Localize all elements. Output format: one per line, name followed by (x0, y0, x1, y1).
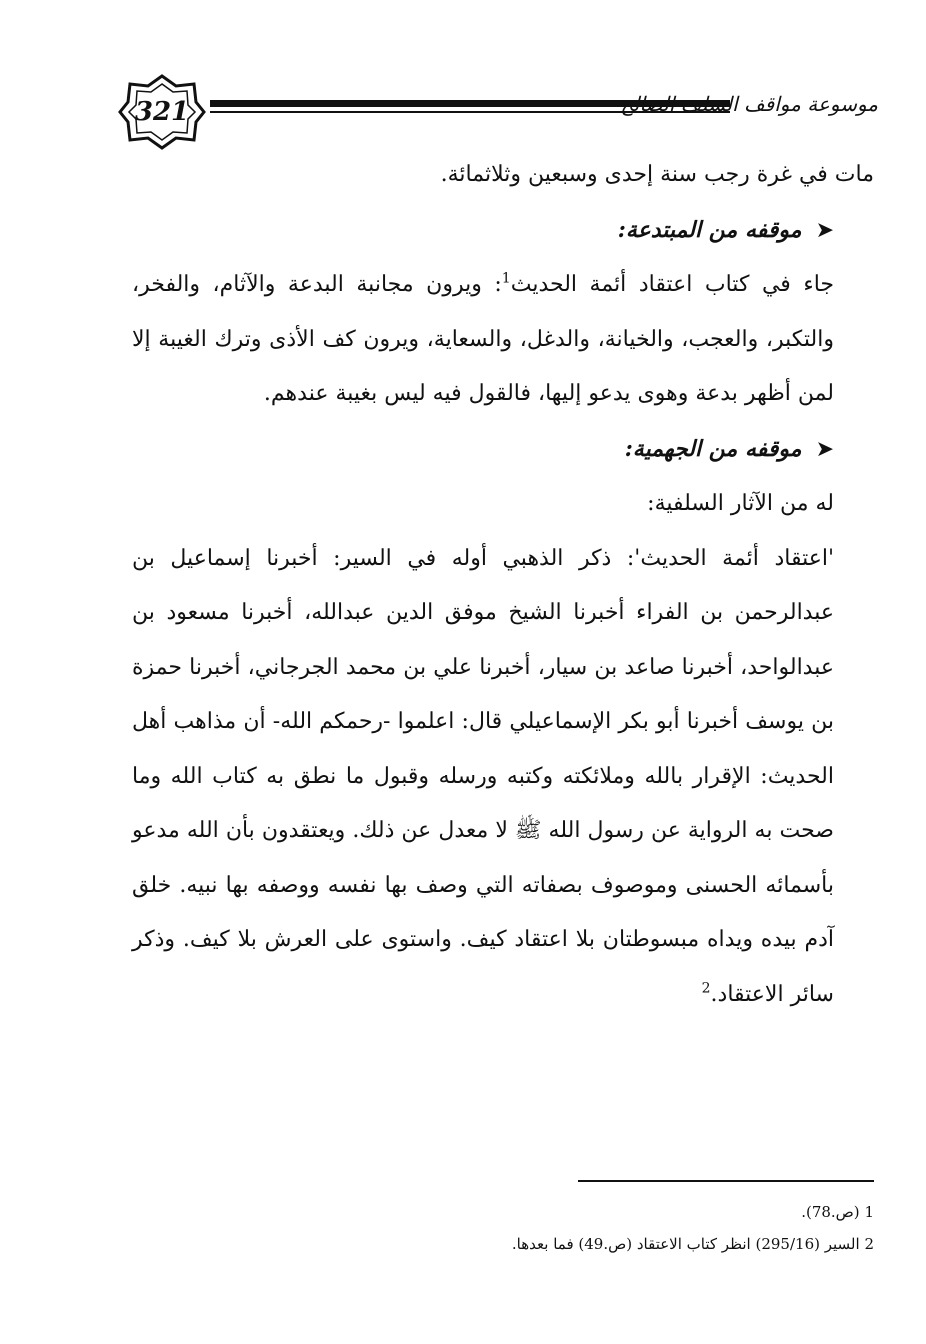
section-heading-innovators (132, 203, 874, 259)
page-number-badge (118, 74, 206, 150)
footnote-text: (ص.78). (801, 1203, 860, 1221)
paragraph-athar: له من الآثار السلفية: (647, 491, 834, 516)
footnotes (380, 1196, 874, 1260)
paragraph-text: : ويرون مجانبة البدعة والآثام، والفخر، والتكبر، والعجب، والخيانة، والدغل، والسعاية، ويرون كف الأذى وترك الغيبة إلا لمن أظهر بدعة وهوى يدعو إليها، فالقول فيه ليس بغيبة عندهم. (132, 272, 834, 406)
series-title: موسوعة مواقف السلف الصالح (620, 92, 878, 116)
paragraph-text: 'اعتقاد أئمة الحديث': ذكر الذهبي أوله في السير: أخبرنا إسماعيل بن عبدالرحمن بن الفراء أخبرنا الشيخ موفق الدين عبدالله، أخبرنا مسعود بن عبدالواحد، أخبرنا صاعد بن سيار، أخبرنا علي بن محمد الجرجاني، أخبرنا حمزة بن يوسف أخبرنا أبو بكر الإسماعيلي قال: اعلموا -رحمكم الله- أن مذاهب أهل الحديث: الإقرار بالله وملائكته وكتبه ورسله وقبول ما نطق به كتاب الله وما صحت به الرواية عن رسول الله ﷺ لا معدل عن ذلك. ويعتقدون بأن الله مدعو بأسمائه الحسنى وموصوف بصفاته التي وصف بها نفسه ووصفه بها نبيه. خلق آدم بيده ويداه مبسوطتان بلا اعتقاد كيف. واستوى على العرش بلا كيف. وذكر سائر الاعتقاد. (132, 545, 834, 1007)
footnote-text: السير (295/16) انظر كتاب الاعتقاد (ص.49) فما بعدها. (511, 1235, 860, 1253)
section-heading-jahmiyya (132, 422, 874, 478)
paragraph-text: جاء في كتاب اعتقاد أئمة الحديث (510, 272, 834, 297)
arrowhead-icon: ➤ (815, 217, 834, 243)
footnote-number: 2 (864, 1235, 874, 1253)
heading-text: موقفه من الجهمية: (624, 435, 802, 462)
paragraph-death: مات في غرة رجب سنة إحدى وسبعين وثلاثمائة. (440, 162, 874, 187)
arrowhead-icon: ➤ (815, 436, 834, 462)
footnote-item (380, 1228, 874, 1260)
footnote-separator (578, 1180, 874, 1182)
page-number: 321 (134, 97, 190, 127)
page-header (118, 74, 878, 150)
main-text (132, 148, 874, 1022)
footnote-item (380, 1196, 874, 1228)
heading-text: موقفه من المبتدعة: (617, 216, 802, 243)
footnote-ref[interactable]: 1 (501, 270, 511, 287)
paragraph-narration (132, 532, 874, 1023)
footnote-number: 1 (864, 1203, 874, 1221)
footnote-ref[interactable]: 2 (701, 980, 711, 997)
paragraph-creed (132, 258, 874, 422)
